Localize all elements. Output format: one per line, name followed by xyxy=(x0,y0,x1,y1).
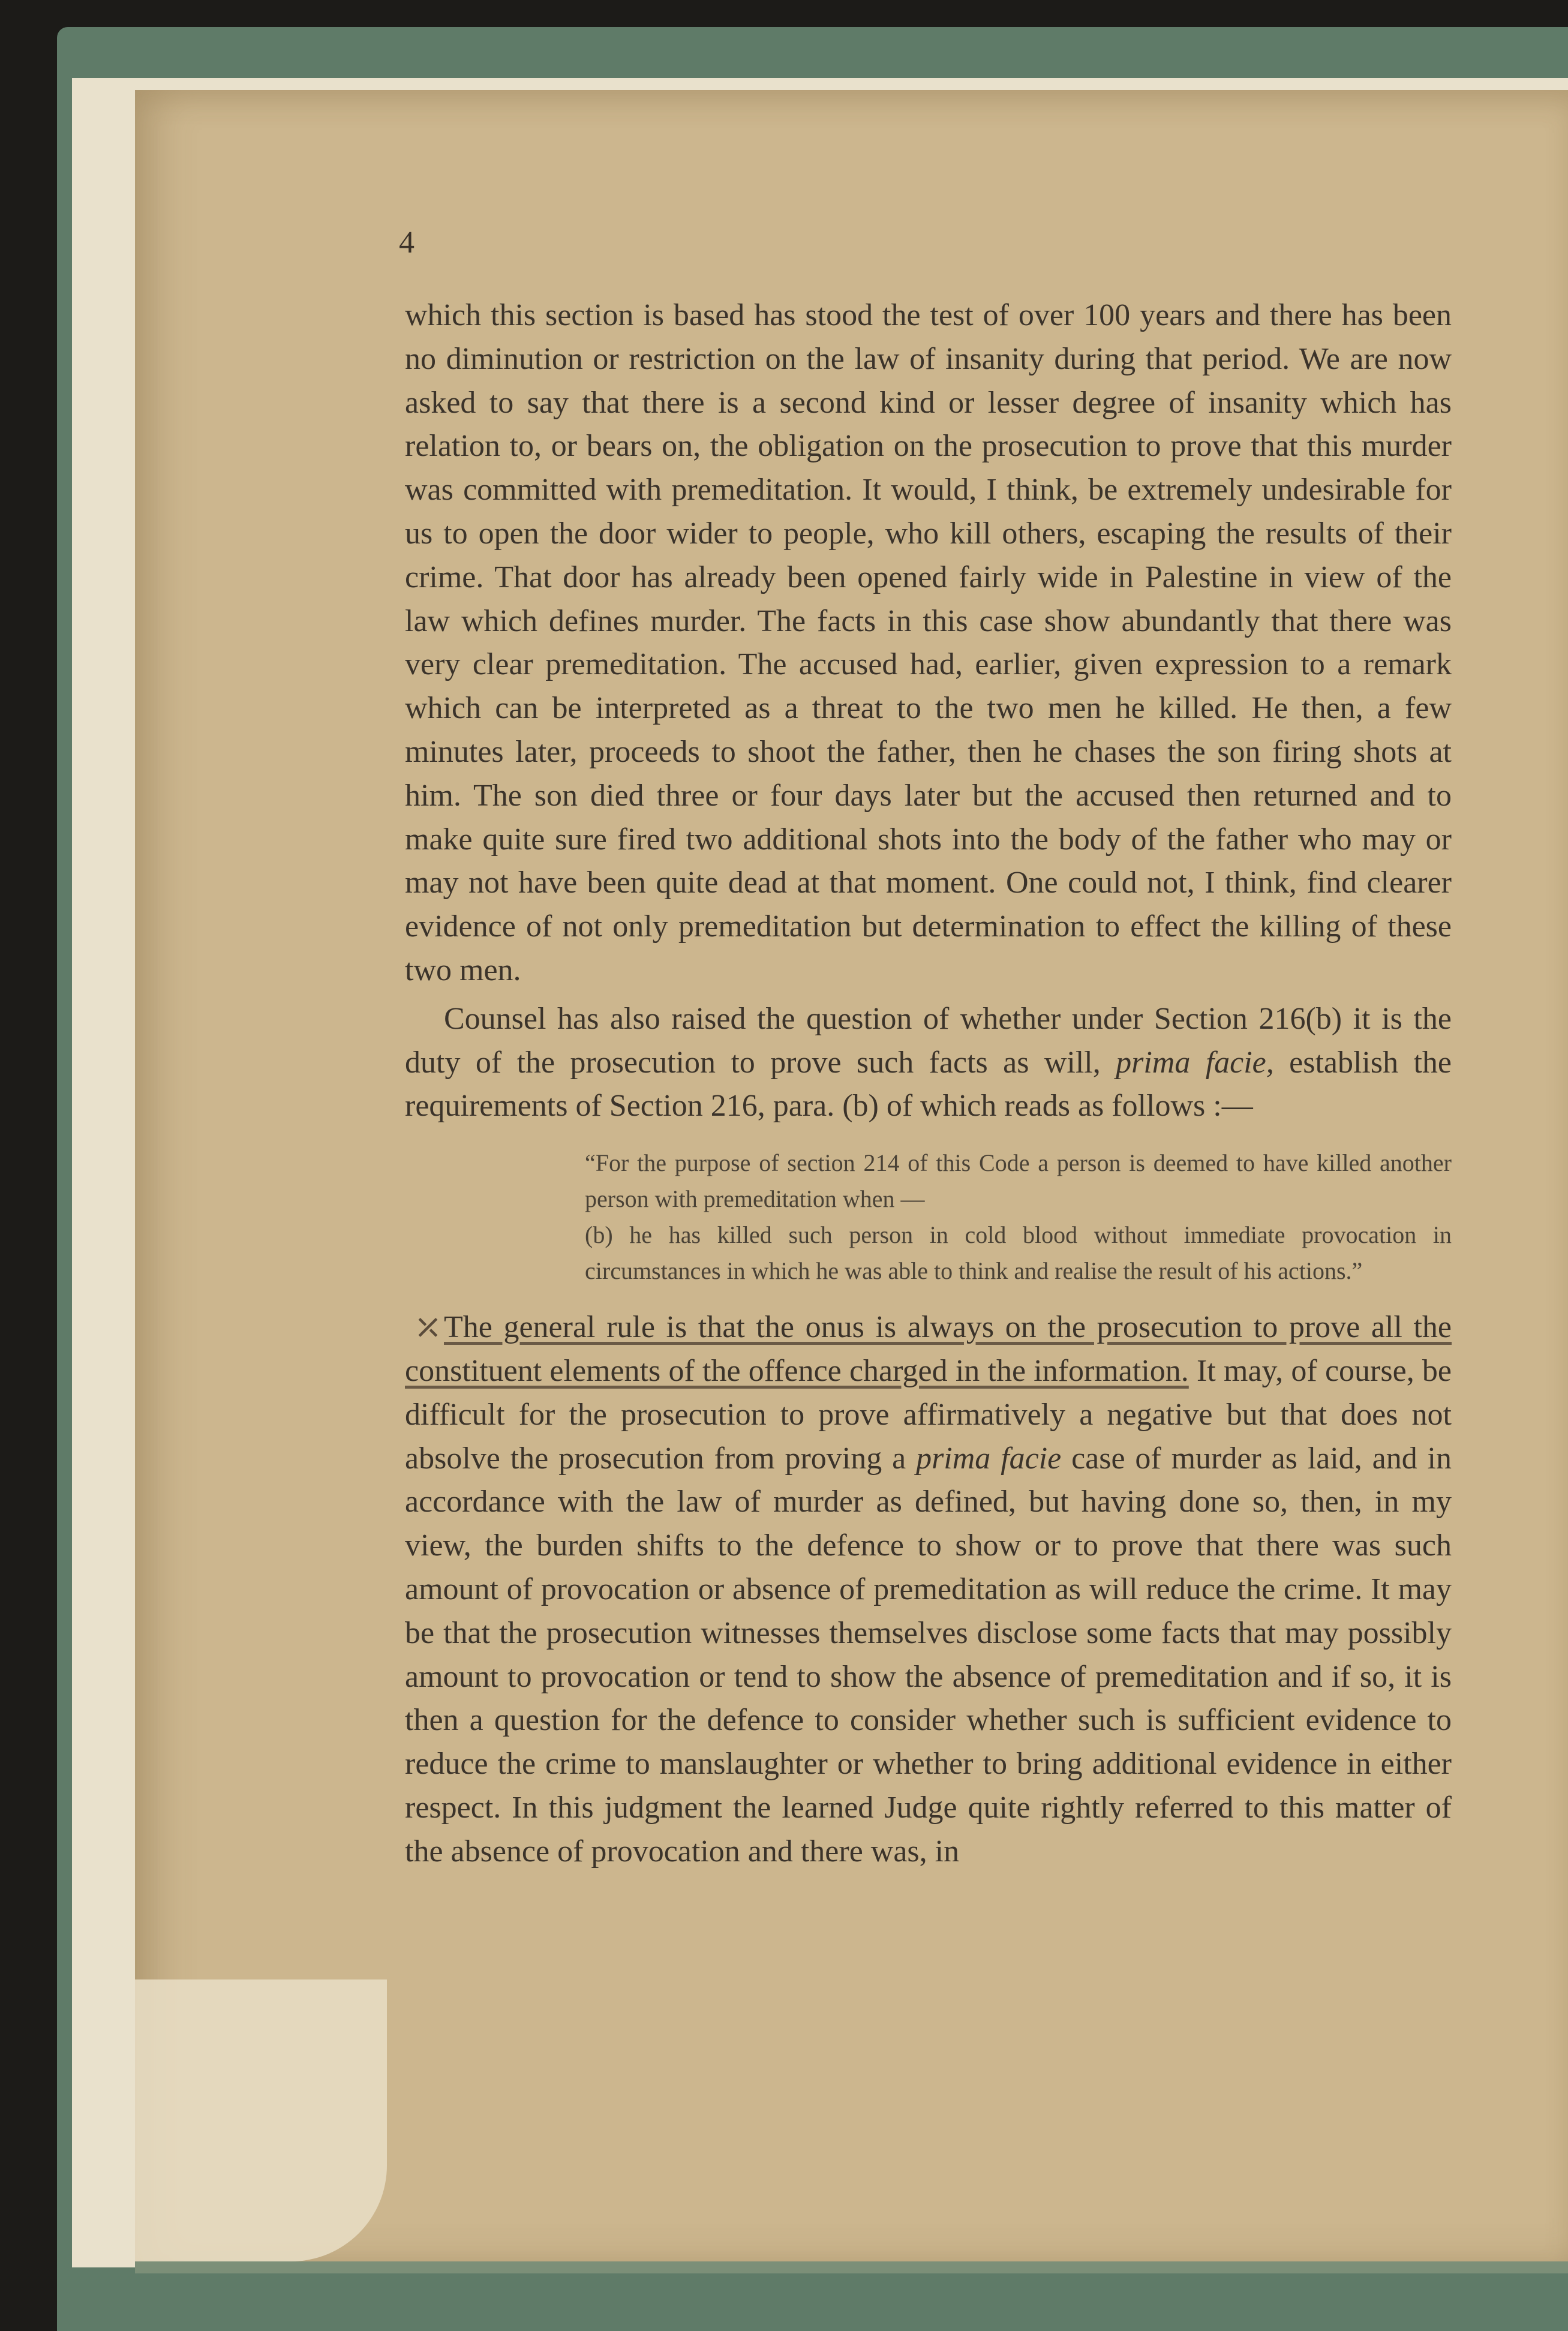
paragraph-2-italic: prima facie, xyxy=(1116,1045,1274,1080)
body-text xyxy=(405,294,1452,1874)
quote-line-2: (b) he has killed such person in cold blood without immediate provocation in circumstances in which he was able to think and realise the result of his actions.” xyxy=(585,1221,1452,1285)
paragraph-3-text-b: case of murder as laid, and in accordance with the law of murder as defined, but having done so, then, in my view, the burden shifts to the defence to show or to prove that there was such amount of provocation or absence of premeditation as will reduce the crime. It may be that the prosecution witnesses themselves disclose some facts that may possibly amount to provocation or tend to show the absence of premeditation and if so, it is then a question for the defence to consider whether such is sufficient evidence to reduce the crime to manslaughter or whether to bring additional evidence in either respect. In this judgment the learned Judge quite rightly referred to this matter of the absence of provocation and there was, in xyxy=(405,1441,1452,1869)
paragraph-2 xyxy=(405,998,1452,1128)
page-number: 4 xyxy=(399,226,414,260)
paragraph-2-text-a: Counsel has also raised the question of whether under Section 216(b) it is the duty of the prosecution to prove such facts as will, xyxy=(405,1001,1452,1080)
paragraph-3-underlined: The general rule is that the onus is always on the prosecution to prove all the constituent elements of the offence charged in the information. xyxy=(405,1310,1452,1388)
page-damage xyxy=(135,1979,387,2261)
block-quote xyxy=(585,1145,1452,1289)
paragraph-2-text-b: establish the requirements of Section 216, para. (b) of which reads as follows :— xyxy=(405,1045,1452,1124)
paragraph-3-text-a: It may, of course, be difficult for the prosecution to prove affirmatively a negative but that does not absolve the prosecution from proving a xyxy=(405,1353,1452,1476)
quote-line-1: “For the purpose of section 214 of this Code a person is deemed to have killed another person with premeditation when — xyxy=(585,1149,1452,1213)
margin-mark-icon: ⤫ xyxy=(414,1309,442,1347)
paragraph-3 xyxy=(405,1306,1452,1873)
cover-bottom-edge xyxy=(135,2261,1568,2273)
paragraph-3-italic: prima facie xyxy=(916,1441,1062,1476)
paragraph-1: which this section is based has stood the test of over 100 years and there has been no diminution or restriction on the law of insanity during that period. We are now asked to say that there is a second kind or lesser degree of insanity which has relation to, or bears on, the obligation on the prosecution to prove that this murder was committed with premeditation. It would, I think, be extremely undesirable for us to open the door wider to people, who kill others, escaping the results of their crime. That door has already been opened fairly wide in Palestine in view of the law which defines murder. The facts in this case show abundantly that there was very clear premeditation. The accused had, earlier, given expression to a remark which can be interpreted as a threat to the two men he killed. He then, a few minutes later, proceeds to shoot the father, then he chases the son firing shots at him. The son died three or four days later but the accused then returned and to make quite sure fired two additional shots into the body of the father who may or may not have been quite dead at that moment. One could not, I think, find clearer evidence of not only premeditation but determination to effect the killing of these two men. xyxy=(405,298,1452,987)
